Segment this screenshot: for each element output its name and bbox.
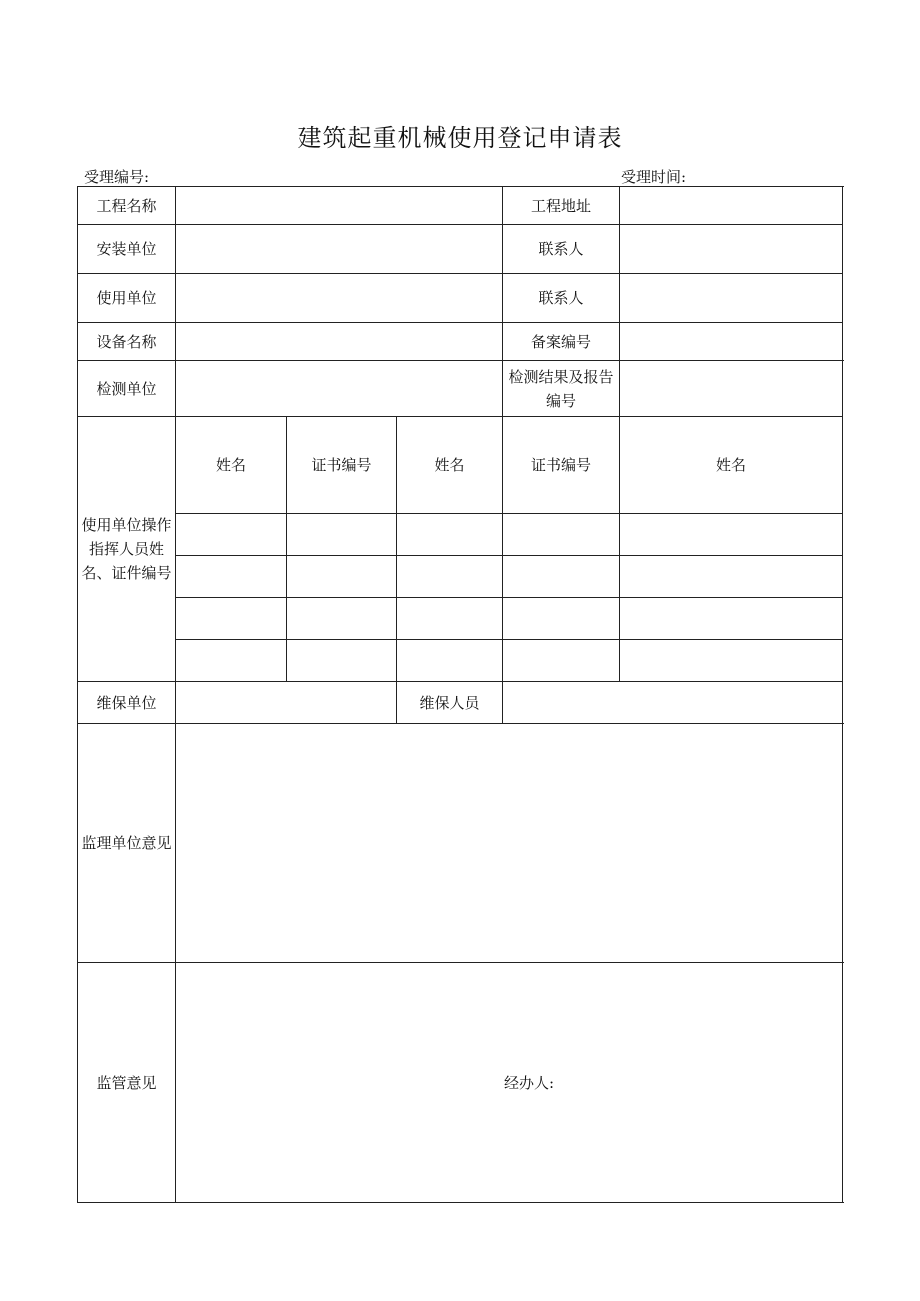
operators-label: 使用单位操作指挥人员姓名、证件编号 [78,417,176,682]
accept-number-label: 受理编号: [84,168,150,186]
registration-form-table [77,186,843,1203]
inspection-unit-field[interactable] [176,361,503,417]
operator-cell[interactable] [503,640,620,682]
use-contact-field[interactable] [620,274,843,323]
regulatory-opinion-label: 监管意见 [78,963,176,1203]
filing-number-field[interactable] [620,323,843,361]
accept-time-label: 受理时间: [621,168,687,186]
operator-cell[interactable] [620,556,843,598]
operator-cell[interactable] [503,514,620,556]
operator-header-cert: 证书编号 [503,417,620,514]
equipment-name-field[interactable] [176,323,503,361]
maintenance-staff-field[interactable] [503,682,843,724]
handler-label: 经办人: [503,1073,555,1092]
project-address-label: 工程地址 [503,187,620,225]
operator-cell[interactable] [397,640,503,682]
operator-cell[interactable] [176,514,287,556]
regulatory-opinion-field[interactable] [176,963,843,1203]
operator-cell[interactable] [287,598,397,640]
operator-header-name: 姓名 [176,417,287,514]
operator-cell[interactable] [287,640,397,682]
operator-cell[interactable] [176,640,287,682]
supervision-opinion-label: 监理单位意见 [78,724,176,963]
project-name-field[interactable] [176,187,503,225]
install-contact-field[interactable] [620,225,843,274]
operator-cell[interactable] [503,598,620,640]
form-title: 建筑起重机械使用登记申请表 [297,124,623,152]
operator-cell[interactable] [176,556,287,598]
operator-cell[interactable] [620,598,843,640]
inspection-result-field[interactable] [620,361,843,417]
operator-cell[interactable] [397,598,503,640]
operator-cell[interactable] [176,598,287,640]
use-unit-field[interactable] [176,274,503,323]
maintenance-staff-label: 维保人员 [397,682,503,724]
operator-header-cert: 证书编号 [287,417,397,514]
project-name-label: 工程名称 [78,187,176,225]
install-unit-field[interactable] [176,225,503,274]
operator-header-name: 姓名 [397,417,503,514]
use-contact-label: 联系人 [503,274,620,323]
inspection-result-label: 检测结果及报告编号 [503,361,620,417]
operator-cell[interactable] [503,556,620,598]
filing-number-label: 备案编号 [503,323,620,361]
equipment-name-label: 设备名称 [78,323,176,361]
maintenance-unit-field[interactable] [176,682,397,724]
supervision-opinion-field[interactable] [176,724,843,963]
operator-cell[interactable] [287,556,397,598]
operator-cell[interactable] [620,640,843,682]
project-address-field[interactable] [620,187,843,225]
operator-cell[interactable] [397,514,503,556]
operator-cell[interactable] [397,556,503,598]
maintenance-unit-label: 维保单位 [78,682,176,724]
install-unit-label: 安装单位 [78,225,176,274]
install-contact-label: 联系人 [503,225,620,274]
operator-cell[interactable] [287,514,397,556]
use-unit-label: 使用单位 [78,274,176,323]
operator-cell[interactable] [620,514,843,556]
inspection-unit-label: 检测单位 [78,361,176,417]
operator-header-name: 姓名 [620,417,843,514]
